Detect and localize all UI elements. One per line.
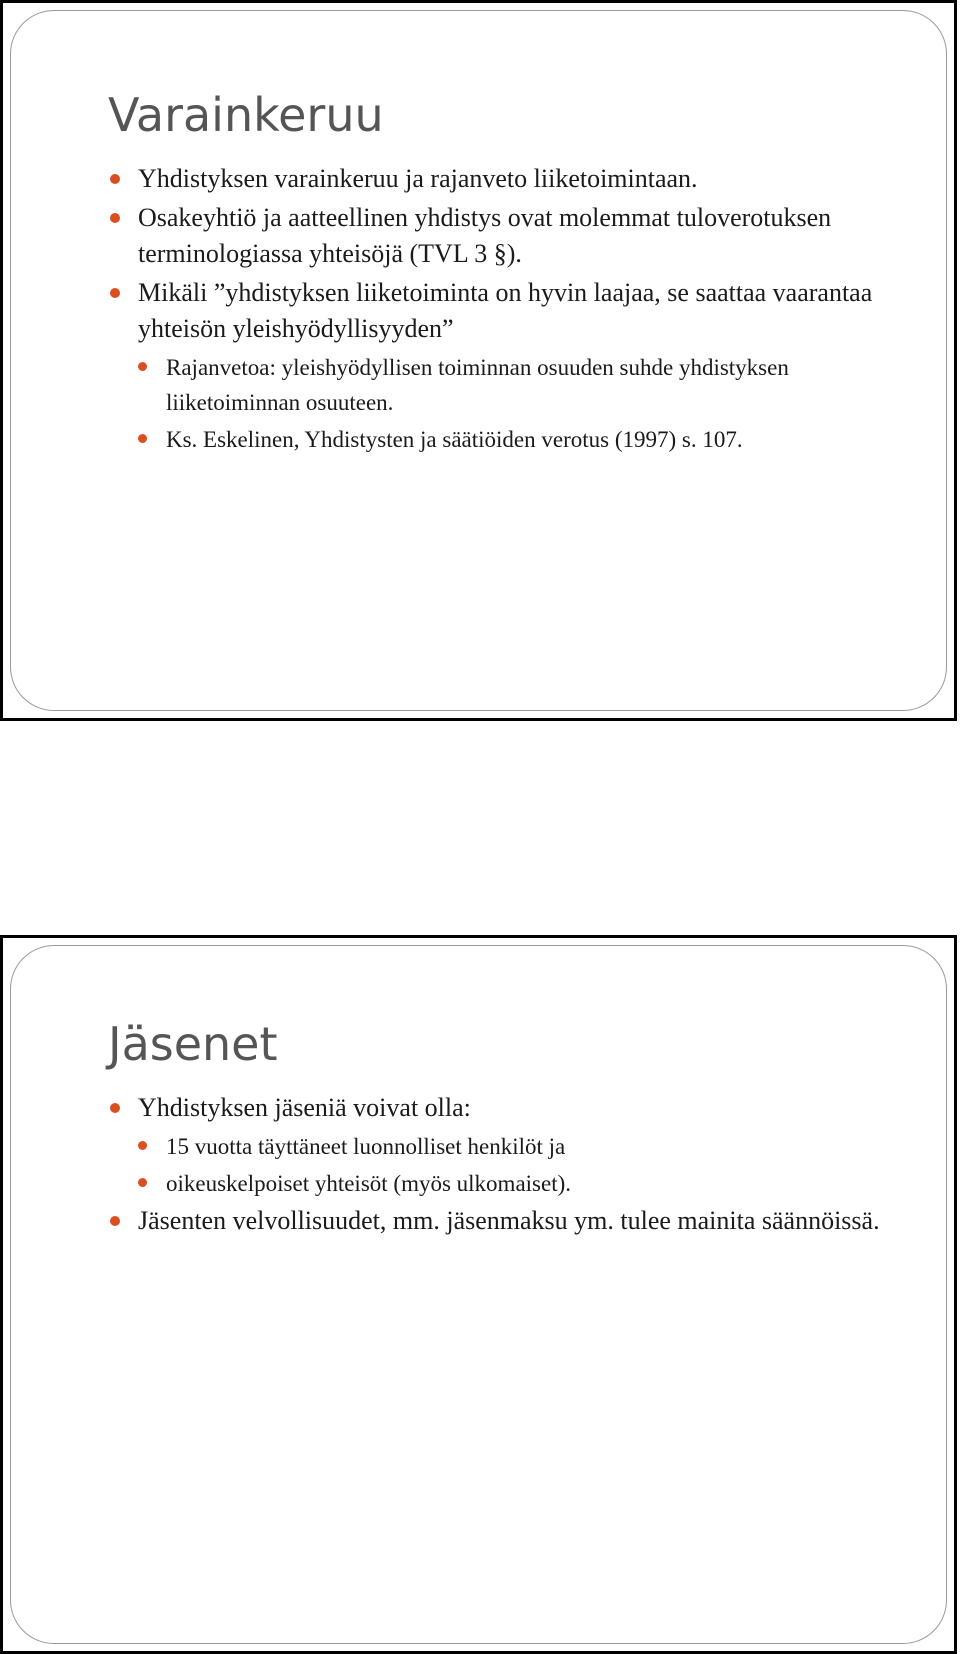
- bullet-text: Jäsenten velvollisuudet, mm. jäsenmaksu ym. tulee mainita säännöissä.: [138, 1206, 880, 1235]
- bullet-dot-icon: [110, 1103, 120, 1113]
- bullet-text: Mikäli ”yhdistyksen liiketoiminta on hyvin laajaa, se saattaa vaarantaa yhteisön yleishyödyllisyyden”: [138, 278, 873, 343]
- bullet-dot-icon: [110, 1216, 120, 1226]
- slide-title: Varainkeruu: [108, 88, 384, 142]
- slide-jasenet: [0, 935, 957, 1654]
- bullet-text: Ks. Eskelinen, Yhdistysten ja säätiöiden verotus (1997) s. 107.: [166, 427, 743, 452]
- bullet-dot-icon: [138, 434, 147, 443]
- slide-varainkeruu: [0, 0, 957, 721]
- bullet-text: 15 vuotta täyttäneet luonnolliset henkilöt ja: [166, 1134, 566, 1159]
- bullet-text: Yhdistyksen jäseniä voivat olla:: [138, 1093, 471, 1122]
- bullet-text: oikeuskelpoiset yhteisöt (myös ulkomaiset).: [166, 1171, 572, 1196]
- bullet-dot-icon: [138, 1141, 147, 1150]
- bullet-dot-icon: [138, 1178, 147, 1187]
- bullet-item: [110, 200, 910, 272]
- bullet-item: [110, 1203, 910, 1239]
- bullet-dot-icon: [110, 174, 120, 184]
- bullet-text: Osakeyhtiö ja aatteellinen yhdistys ovat molemmat tuloverotuksen terminologiassa yhteisöjä (TVL 3 §).: [138, 203, 832, 268]
- sub-bullet-item: [138, 422, 910, 457]
- slide-title: Jäsenet: [108, 1017, 278, 1071]
- bullet-item: [110, 161, 910, 197]
- bullet-dot-icon: [110, 213, 120, 223]
- bullet-dot-icon: [138, 362, 147, 371]
- bullet-item: [110, 1090, 910, 1126]
- bullet-list: [110, 161, 910, 459]
- bullet-list: [110, 1090, 910, 1242]
- sub-bullet-item: [138, 1129, 910, 1164]
- bullet-text: Rajanvetoa: yleishyödyllisen toiminnan osuuden suhde yhdistyksen liiketoiminnan osuuteen.: [166, 355, 789, 415]
- bullet-item: [110, 275, 910, 347]
- sub-bullet-item: [138, 1166, 910, 1201]
- bullet-dot-icon: [110, 288, 120, 298]
- sub-bullet-item: [138, 350, 910, 420]
- bullet-text: Yhdistyksen varainkeruu ja rajanveto liiketoimintaan.: [138, 164, 698, 193]
